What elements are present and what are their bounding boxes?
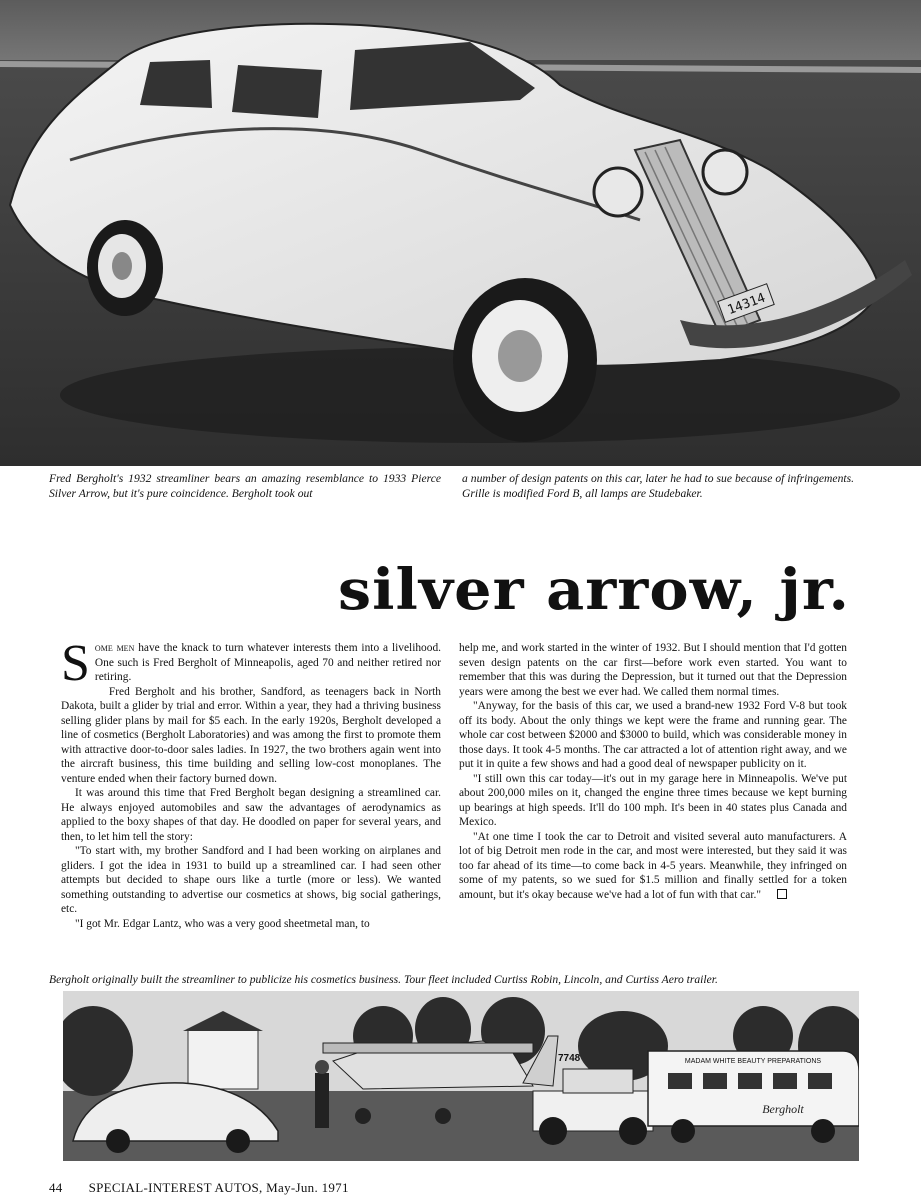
trailer-banner: MADAM WHITE BEAUTY PREPARATIONS — [684, 1058, 822, 1065]
streamliner-illustration — [0, 0, 921, 466]
paragraph: "I got Mr. Edgar Lantz, who was a very good sheetmetal man, to — [75, 917, 370, 930]
paragraph: Fred Bergholt and his brother, Sandford, as teenagers back in North Dakota, built a glider by trial and error. Within a year, they had a thriving business selling glider plans by mail for $5 each. In the early 1920s, Bergholt developed a line of cosmetics (Bergholt Laboratories) and was among the first to promote them with attractive door-to-door sales ladies. In 1927, the two brothers again went into the aircraft business, this time building and selling low-cost monoplanes. The venture ended when their factory burned down. — [61, 685, 441, 785]
photo-caption-left: Fred Bergholt's 1932 streamliner bears an amazing resemblance to 1933 Pierce Silver Arrow, but it's pure coincidence. Bergholt took out — [49, 472, 441, 500]
article-column-left — [61, 635, 441, 931]
fleet-illustration — [63, 991, 859, 1161]
paragraph: "I still own this car today—it's out in my garage here in Minneapolis. We've put about 200,000 miles on it, changed the engine three times because we kept burning up bearings at high speeds. It'll do 100 mph. It's been in 40 states plus Canada and Mexico. — [459, 772, 847, 828]
page-number: 44 — [49, 1180, 63, 1195]
paragraph — [459, 830, 847, 903]
streamliner-photo — [0, 0, 921, 466]
paragraph: It was around this time that Fred Bergholt began designing a streamlined car. He always enjoyed automobiles and saw the advantages of aerodynamics as applied to the boxy shapes of that day. He doodled on paper for several years, and then, to let him tell the story: — [61, 787, 441, 843]
trailer-logo: Bergholt — [762, 1102, 804, 1116]
fleet-photo — [63, 991, 859, 1161]
fleet-photo-caption: Bergholt originally built the streamliner to publicize his cosmetics business. Tour fleet included Curtiss Robin, Lincoln, and Curtiss Aero trailer. — [49, 973, 718, 986]
paragraph: help me, and work started in the winter of 1932. But I should mention that I'd gotten seven design patents on the car first—before work even started. You want to remember that this was during the Depression, but it turned out that the Depression years were among the best we ever had. We called them normal times. — [459, 642, 847, 698]
page-footer — [49, 1180, 349, 1196]
publication-info: SPECIAL-INTEREST AUTOS, May-Jun. 1971 — [88, 1180, 349, 1195]
photo-caption-right: a number of design patents on this car, later he had to sue because of infringements. Grille is modified Ford B, all lamps are Studebaker. — [462, 472, 854, 500]
plane-tail-number: 7748 — [558, 1053, 581, 1064]
license-plate: 14314 — [725, 290, 768, 319]
paragraph-text: have the knack to turn whatever interests them into a livelihood. One such is Fred Bergholt of Minneapolis, aged 70 and neither retired nor retiring. — [94, 642, 441, 683]
lead-smallcaps: ome men — [94, 642, 135, 654]
drop-cap: S — [61, 635, 90, 692]
paragraph-text: "At one time I took the car to Detroit and visited several auto manufacturers. A lot of big Detroit men rode in the car, and most were interested, but they said it was too far ahead of its time—to come back in 4-5 years. Meanwhile, they infringed on some of my patents, so we sued for $1.5 million and finally settled for a token amount, but it's okay because we've had a lot of fun with that car." — [459, 830, 847, 901]
paragraph — [61, 635, 441, 692]
paragraph: "Anyway, for the basis of this car, we used a brand-new 1932 Ford V-8 but took off its body. About the only things we kept were the frame and running gear. The whole car cost between $2000 and $3000 to build, which was considerable money in those days. It took 4-5 months. The car attracted a lot of attention right away, and we put it in quite a few shows and had a good deal of newspaper publicity on it. — [459, 700, 847, 770]
end-of-article-mark — [777, 889, 787, 899]
article-title: silver arrow, jr. — [337, 557, 850, 623]
paragraph: "To start with, my brother Sandford and I had been working on airplanes and gliders. I got the idea in 1931 to build up a streamlined car. I had seen other attempts but decided to shape ours like a turtle (more or less). We wanted something outstanding to advertise our cosmetics at shows, big social gatherings, etc. — [61, 845, 441, 915]
article-column-right — [459, 641, 847, 902]
